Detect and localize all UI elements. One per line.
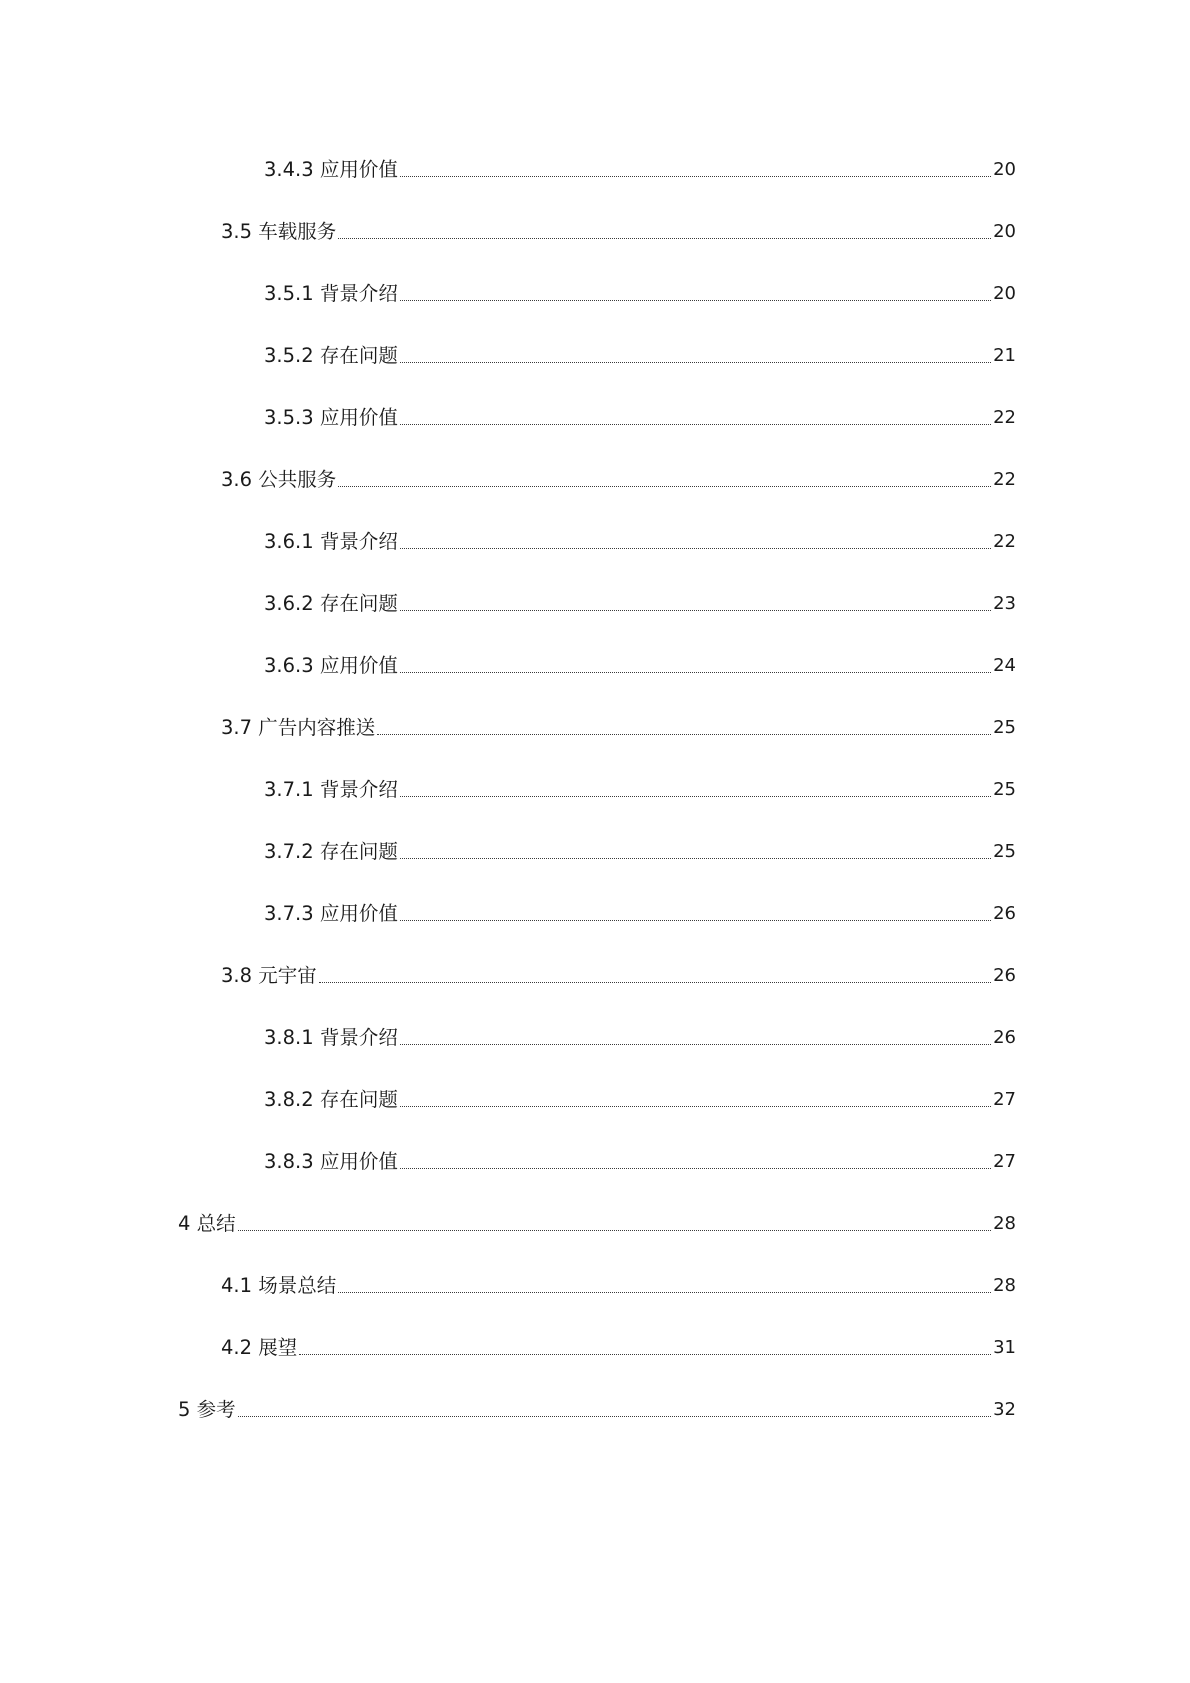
toc-page-number: 23 xyxy=(993,593,1016,614)
toc-page-number: 31 xyxy=(993,1337,1016,1358)
toc-page-number: 28 xyxy=(993,1275,1016,1296)
toc-page-number: 20 xyxy=(993,159,1016,180)
toc-page-number: 25 xyxy=(993,717,1016,738)
toc-dot-leader xyxy=(400,858,991,859)
toc-dot-leader xyxy=(400,610,991,611)
toc-dot-leader xyxy=(299,1354,991,1355)
toc-page-number: 27 xyxy=(993,1151,1016,1172)
toc-page-number: 25 xyxy=(993,841,1016,862)
toc-entry-label: 3.8.2 存在问题 xyxy=(264,1088,398,1111)
toc-page-number: 28 xyxy=(993,1213,1016,1234)
toc-entry[interactable] xyxy=(264,1142,1016,1174)
toc-page-number: 22 xyxy=(993,469,1016,490)
toc-entry-label: 3.6.1 背景介绍 xyxy=(264,530,398,553)
toc-dot-leader xyxy=(400,796,991,797)
toc-entry-label: 3.7 广告内容推送 xyxy=(221,716,376,739)
toc-entry[interactable] xyxy=(264,150,1016,182)
toc-entry[interactable] xyxy=(264,274,1016,306)
toc-entry[interactable] xyxy=(264,398,1016,430)
toc-entry-label: 3.6.3 应用价值 xyxy=(264,654,398,677)
toc-page-number: 25 xyxy=(993,779,1016,800)
toc-page-number: 20 xyxy=(993,221,1016,242)
toc-entry-label: 5 参考 xyxy=(178,1398,236,1421)
toc-entry[interactable] xyxy=(264,770,1016,802)
toc-entry-label: 3.5.1 背景介绍 xyxy=(264,282,398,305)
toc-entry[interactable] xyxy=(264,832,1016,864)
toc-entry[interactable] xyxy=(221,460,1016,492)
toc-page-number: 21 xyxy=(993,345,1016,366)
toc-dot-leader xyxy=(338,486,991,487)
toc-entry-label: 3.6 公共服务 xyxy=(221,468,337,491)
toc-dot-leader xyxy=(338,238,991,239)
toc-page-number: 24 xyxy=(993,655,1016,676)
toc-dot-leader xyxy=(400,176,991,177)
toc-entry-label: 3.7.1 背景介绍 xyxy=(264,778,398,801)
toc-entry[interactable] xyxy=(221,956,1016,988)
toc-entry[interactable] xyxy=(264,522,1016,554)
toc-dot-leader xyxy=(400,1044,991,1045)
toc-dot-leader xyxy=(400,548,991,549)
toc-page-number: 22 xyxy=(993,407,1016,428)
toc-entry-label: 3.8.1 背景介绍 xyxy=(264,1026,398,1049)
toc-dot-leader xyxy=(377,734,991,735)
toc-page-number: 27 xyxy=(993,1089,1016,1110)
toc-dot-leader xyxy=(319,982,991,983)
toc-entry[interactable] xyxy=(264,1018,1016,1050)
toc-entry[interactable] xyxy=(221,212,1016,244)
toc-page-number: 22 xyxy=(993,531,1016,552)
toc-entry[interactable] xyxy=(221,1266,1016,1298)
toc-dot-leader xyxy=(338,1292,991,1293)
toc-entry[interactable] xyxy=(264,584,1016,616)
toc-page-number: 20 xyxy=(993,283,1016,304)
toc-entry-label: 3.7.3 应用价值 xyxy=(264,902,398,925)
toc-entry-label: 3.5.2 存在问题 xyxy=(264,344,398,367)
toc-entry-label: 4.2 展望 xyxy=(221,1336,298,1359)
toc-entry[interactable] xyxy=(264,646,1016,678)
toc-dot-leader xyxy=(400,1168,991,1169)
toc-entry-label: 4.1 场景总结 xyxy=(221,1274,337,1297)
toc-page-number: 26 xyxy=(993,903,1016,924)
toc-page-number: 26 xyxy=(993,1027,1016,1048)
toc-entry[interactable] xyxy=(264,894,1016,926)
toc-dot-leader xyxy=(400,672,991,673)
toc-entry-label: 3.8 元宇宙 xyxy=(221,964,317,987)
toc-entry-label: 3.4.3 应用价值 xyxy=(264,158,398,181)
toc-page-number: 32 xyxy=(993,1399,1016,1420)
toc-entry[interactable] xyxy=(221,1328,1016,1360)
toc-dot-leader xyxy=(238,1416,991,1417)
toc-entry-label: 3.6.2 存在问题 xyxy=(264,592,398,615)
toc-dot-leader xyxy=(400,362,991,363)
toc-dot-leader xyxy=(400,920,991,921)
toc-entry[interactable] xyxy=(264,336,1016,368)
toc-entry-label: 3.5.3 应用价值 xyxy=(264,406,398,429)
toc-dot-leader xyxy=(400,300,991,301)
toc-entry[interactable] xyxy=(221,708,1016,740)
toc-entry[interactable] xyxy=(178,1390,1016,1422)
toc-dot-leader xyxy=(400,424,991,425)
toc-entry[interactable] xyxy=(178,1204,1016,1236)
toc-dot-leader xyxy=(400,1106,991,1107)
toc-entry-label: 3.5 车载服务 xyxy=(221,220,337,243)
toc-entry[interactable] xyxy=(264,1080,1016,1112)
toc-entry-label: 3.7.2 存在问题 xyxy=(264,840,398,863)
toc-page-number: 26 xyxy=(993,965,1016,986)
toc-entry-label: 4 总结 xyxy=(178,1212,236,1235)
toc-dot-leader xyxy=(238,1230,991,1231)
toc-entry-label: 3.8.3 应用价值 xyxy=(264,1150,398,1173)
